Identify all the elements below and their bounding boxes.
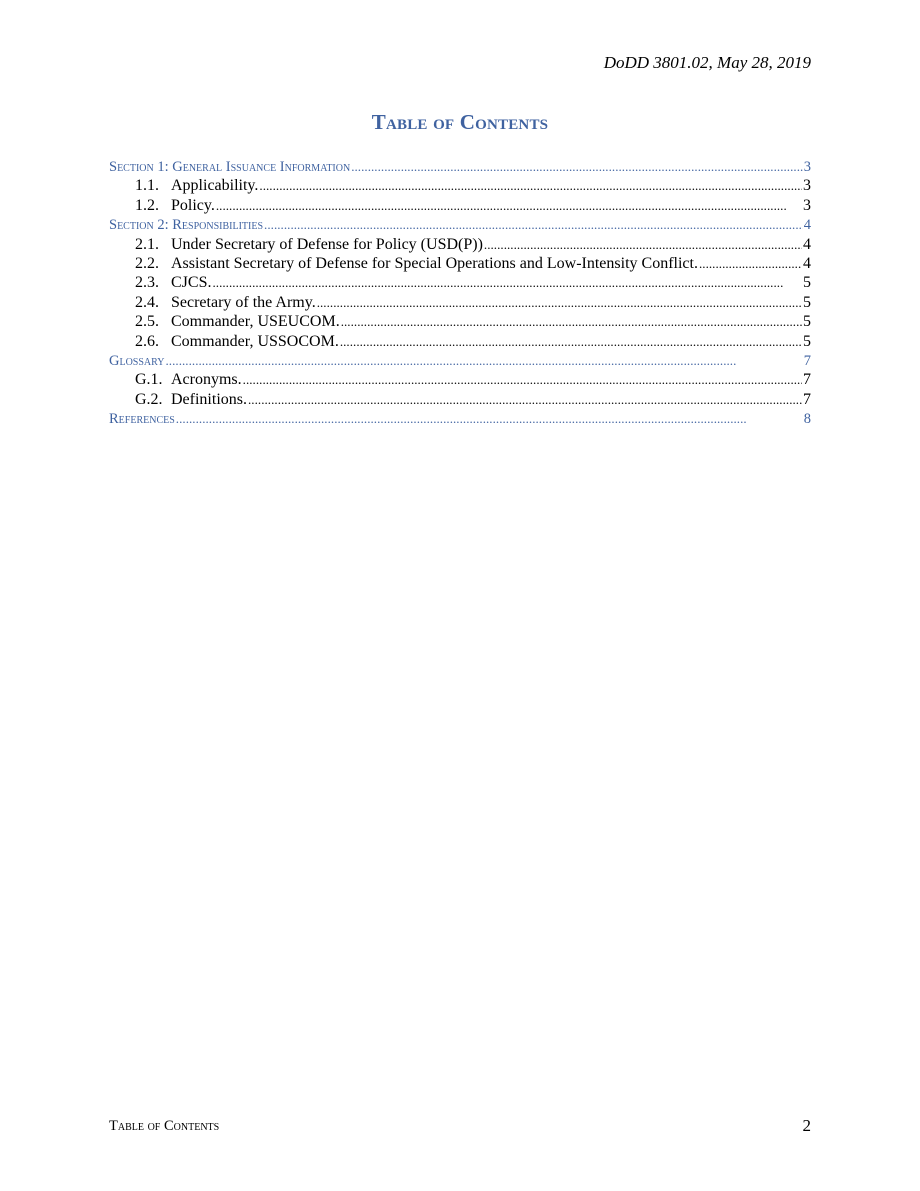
dot-leader — [166, 351, 803, 370]
dot-leader — [243, 370, 802, 389]
toc-page-number: 3 — [803, 196, 811, 214]
dot-leader — [176, 409, 803, 428]
toc-entry-link[interactable] — [109, 370, 811, 389]
toc-entry-text: Section 2: Responsibilities — [109, 217, 264, 234]
toc-entry-link[interactable] — [109, 176, 811, 195]
dot-leader — [317, 293, 802, 312]
toc-entry-label — [135, 370, 242, 389]
dot-leader — [699, 254, 802, 273]
toc-section-link[interactable] — [109, 409, 811, 428]
toc-entry-number: 2.3. — [135, 274, 159, 292]
toc-entry-number: 1.1. — [135, 177, 159, 195]
toc-entry-text: Policy. — [171, 196, 215, 214]
toc-entry-text: Secretary of the Army. — [171, 293, 316, 311]
dot-leader — [212, 273, 802, 292]
toc-entry-text: CJCS. — [171, 274, 212, 292]
toc-entry-link[interactable] — [109, 312, 811, 331]
toc-page-number: 3 — [803, 177, 811, 195]
toc-entry-number: G.1. — [135, 371, 163, 389]
toc-page-number: 5 — [803, 293, 811, 311]
footer-page-number: 2 — [802, 1116, 811, 1135]
toc-title: Table of Contents — [371, 110, 549, 134]
toc-entry-text: Applicability. — [171, 177, 259, 195]
dot-leader — [341, 312, 802, 331]
toc-entry-text: Commander, USEUCOM. — [171, 313, 340, 331]
document-reference-header: DoDD 3801.02, May 28, 2019 — [603, 53, 811, 72]
toc-entry-number: 2.6. — [135, 332, 159, 350]
toc-entry-link[interactable] — [109, 196, 811, 215]
toc-entry-label — [109, 410, 175, 428]
toc-entry-label — [109, 158, 350, 176]
toc-page-number: 4 — [803, 217, 811, 234]
table-of-contents — [109, 157, 811, 428]
toc-entry-link[interactable] — [109, 235, 811, 254]
toc-entry-link[interactable] — [109, 273, 811, 292]
dot-leader — [340, 332, 802, 351]
toc-entry-link[interactable] — [109, 254, 811, 273]
toc-page-number: 5 — [803, 332, 811, 350]
toc-entry-text: Commander, USSOCOM. — [171, 332, 339, 350]
toc-entry-link[interactable] — [109, 390, 811, 409]
dot-leader — [216, 196, 802, 215]
toc-entry-label — [135, 235, 483, 254]
toc-entry-text: Under Secretary of Defense for Policy (USD(P)) — [171, 235, 483, 253]
toc-entry-label — [135, 196, 215, 215]
toc-entry-number: 2.2. — [135, 254, 159, 272]
toc-entry-text: Assistant Secretary of Defense for Special Operations and Low-Intensity Conflict. — [171, 254, 698, 272]
toc-entry-text: Glossary — [109, 352, 165, 369]
toc-entry-label — [109, 216, 263, 234]
toc-entry-link[interactable] — [109, 332, 811, 351]
toc-entry-label — [109, 352, 165, 370]
dot-leader — [484, 235, 802, 254]
toc-entry-label — [135, 390, 247, 409]
toc-entry-label — [135, 273, 211, 292]
toc-entry-text: Section 1: General Issuance Information — [109, 159, 351, 175]
toc-page-number: 4 — [803, 254, 811, 272]
toc-page-number: 3 — [803, 159, 811, 175]
toc-entry-text: References — [109, 411, 175, 428]
toc-section-link[interactable] — [109, 351, 811, 370]
toc-entry-number: G.2. — [135, 390, 163, 408]
toc-entry-label — [135, 312, 340, 331]
toc-entry-label — [135, 332, 339, 351]
toc-entry-label — [135, 254, 698, 273]
toc-page-number: 5 — [803, 313, 811, 331]
toc-entry-text: Acronyms. — [171, 371, 242, 389]
toc-entry-number: 1.2. — [135, 196, 159, 214]
dot-leader — [259, 176, 802, 195]
dot-leader — [264, 215, 803, 234]
toc-page-number: 8 — [803, 411, 811, 428]
toc-page-number: 4 — [803, 235, 811, 253]
toc-entry-label — [135, 176, 258, 195]
toc-section-link[interactable] — [109, 157, 811, 176]
toc-section-link[interactable] — [109, 215, 811, 234]
toc-entry-text: Definitions. — [171, 390, 247, 408]
footer-section-label: Table of Contents — [109, 1118, 220, 1134]
dot-leader — [248, 390, 802, 409]
toc-entry-number: 2.1. — [135, 235, 159, 253]
toc-page-number: 7 — [803, 352, 811, 369]
toc-page-number: 7 — [803, 371, 811, 389]
toc-page-number: 5 — [803, 274, 811, 292]
dot-leader — [351, 157, 803, 176]
toc-entry-link[interactable] — [109, 293, 811, 312]
toc-page-number: 7 — [803, 390, 811, 408]
toc-entry-number: 2.4. — [135, 293, 159, 311]
toc-entry-label — [135, 293, 316, 312]
toc-entry-number: 2.5. — [135, 313, 159, 331]
